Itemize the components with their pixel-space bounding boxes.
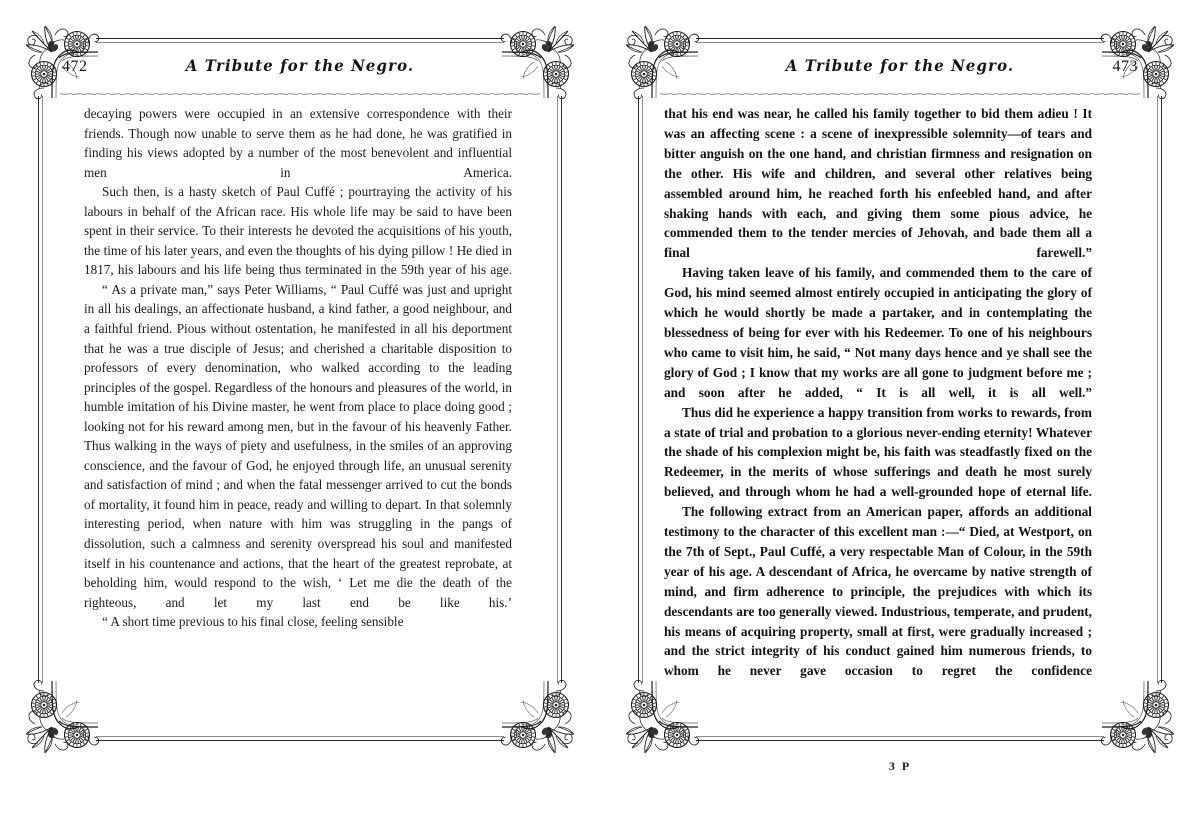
border-rule-top (96, 38, 504, 39)
paragraph: decaying powers were occupied in an extensive correspondence with their friends. Though now unable to serve them as he had done, he was gratified in finding his views adopted by a number of the most benevolent and influential men in America. (84, 106, 512, 180)
border-rule-left-inner (42, 96, 43, 683)
corner-ornament-bottom-left (22, 679, 100, 757)
border-rule-top-inner (96, 42, 504, 43)
border-rule-bottom-inner (696, 736, 1104, 737)
running-head-separator-left (60, 92, 540, 96)
border-rule-left-inner (642, 96, 643, 683)
border-rule-bottom (696, 740, 1104, 741)
left-page-text-column (84, 104, 512, 632)
paragraph: that his end was near, he called his family together to bid them adieu ! It was an affecting scene : a scene of inexpressible solemnity—of tears and bitter anguish on the one hand, and christian firmness and resignation on the other. His wife and children, and several other relatives being assembled around him, he reached forth his enfeebled hand, and after shaking hands with each, and giving them some pious advice, he commended them to the tender mercies of Jehovah, and bade them all a final farewell.” (664, 106, 1092, 261)
right-page-text-column (664, 104, 1092, 681)
border-rule-top-inner (696, 42, 1104, 43)
corner-ornament-bottom-left (622, 679, 700, 757)
running-head-separator-right (660, 92, 1140, 96)
border-rule-left (38, 96, 39, 683)
paragraph: “ A short time previous to his final close, feeling sensible (102, 614, 404, 630)
paragraph: Thus did he experience a happy transition from works to rewards, from a state of trial and probation to a glorious never-ending eternity! Whatever the shade of his complexion might be, his faith was steadfastly fixed on the Redeemer, in the merits of whose sufferings and death he most surely believed, and through whom he had a well-grounded hope of eternal life. (664, 404, 1092, 500)
border-rule-left (638, 96, 639, 683)
page-number-right: 473 (1112, 58, 1138, 75)
border-rule-top (696, 38, 1104, 39)
paragraph: The following extract from an American paper, affords an additional testimony to the character of this excellent man :—“ Died, at Westport, on the 7th of Sept., Paul Cuffé, a very respectable Man of Colour, in the 59th year of his age. A descendant of Africa, he overcame by native strength of mind, and firm adherence to principle, the prejudices with which its descendants are too generally viewed. Industrious, temperate, and prudent, his means of acquiring property, small at first, were gradually increased ; and the strict integrity of his conduct gained him numerous friends, to whom he never gave occasion to regret the confidence (664, 504, 1092, 679)
border-rule-bottom-inner (96, 736, 504, 737)
border-rule-right-inner (557, 96, 558, 683)
border-rule-right (561, 96, 562, 683)
border-rule-right (1161, 96, 1162, 683)
border-rule-right-inner (1157, 96, 1158, 683)
running-head-title-left: A Tribute for the Negro. (185, 56, 415, 75)
paragraph: Having taken leave of his family, and commended them to the care of God, his mind seemed almost entirely occupied in anticipating the glory of which he would shortly be made a partaker, and in contemplating the blessedness of being for ever with his Redeemer. To one of his neighbours who came to visit him, he said, “ Not many days hence and ye shall see the glory of God ; I know that my works are all gone to judgment before me ; and soon after he added, “ It is all well, it is all well.” (664, 265, 1092, 400)
border-rule-bottom (96, 740, 504, 741)
right-page (600, 0, 1200, 816)
paragraph: Such then, is a hasty sketch of Paul Cuffé ; pourtraying the activity of his labours in behalf of the African race. His whole life may be said to have been spent in their service. To their interests he devoted the acquisitions of his youth, the time of his later years, and even the thoughts of his dying pillow ! He died in 1817, his labours and his life being thus terminated in the 59th year of his age. (84, 184, 512, 278)
page-number-left: 472 (62, 58, 88, 75)
corner-ornament-bottom-right (1100, 679, 1178, 757)
left-page-running-head (62, 56, 538, 82)
paragraph: “ As a private man,” says Peter Williams, “ Paul Cuffé was just and upright in all his dealings, an affectionate husband, a kind father, a good neighbour, and a faithful friend. Pious without ostentation, he manifested in all his deportment that he was a true disciple of Jesus; and cherished a charitable disposition to professors of every denomination, who walked according to the leading principles of the gospel. Regardless of the honours and pleasures of the world, in humble imitation of his Divine master, he went from place to place doing good ; looking not for his reward among men, but in the favour of his heavenly Father. Thus walking in the ways of piety and usefulness, in the smiles of an approving conscience, and the favour of God, he enjoyed through life, an unusual serenity and satisfaction of mind ; and when the fatal messenger arrived to cut the bonds of mortality, it found him in peace, ready and willing to depart. In that solemnly interesting period, when nature with him was struggling in the pangs of dissolution, such a calmness and serenity overspread his soul and manifested itself in his countenance and actions, that the heart of the greatest reprobate, at beholding him, would respond to the wish, ‘ Let me die the death of the righteous, and let my last end be like his.’ (84, 281, 512, 610)
printer-signature-mark: 3 P (888, 759, 912, 773)
right-page-running-head (662, 56, 1138, 82)
running-head-title-right: A Tribute for the Negro. (785, 56, 1015, 75)
corner-ornament-bottom-right (500, 679, 578, 757)
